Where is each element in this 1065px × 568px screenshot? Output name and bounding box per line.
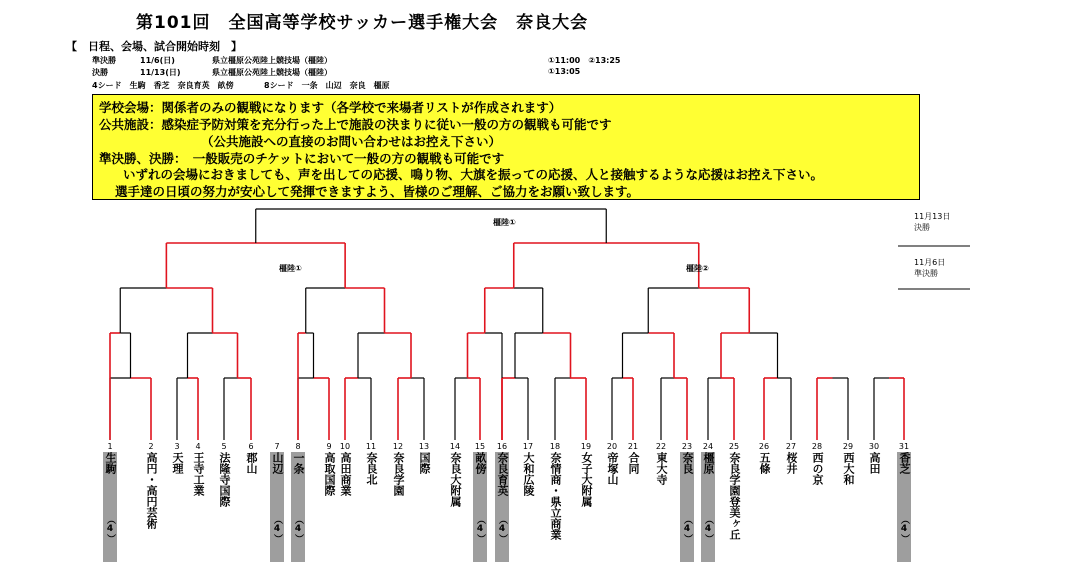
team-number: 2 bbox=[148, 442, 154, 451]
schedule-heading: 【 日程、会場、試合開始時刻 】 bbox=[66, 40, 242, 53]
team-name: 法隆寺国際 bbox=[218, 452, 231, 507]
team-number: 3 bbox=[174, 442, 180, 451]
seeds-eight: 8シード 一条 山辺 奈良 橿原 bbox=[264, 81, 390, 90]
team-number: 5 bbox=[221, 442, 227, 451]
team-number: 28 bbox=[811, 442, 823, 451]
schedule-times: ①11:00 ②13:25 bbox=[548, 56, 621, 65]
team-number: 22 bbox=[655, 442, 667, 451]
schedule-times: ①13:05 bbox=[548, 67, 581, 76]
team-number: 9 bbox=[326, 442, 332, 451]
team-name: 奈良学園登美ヶ丘 bbox=[728, 452, 741, 540]
team-name: 奈情商・県立商業 bbox=[549, 452, 562, 540]
page-title: 第101回 全国高等学校サッカー選手権大会 奈良大会 bbox=[136, 13, 589, 33]
team-name: 高田 bbox=[868, 452, 881, 474]
schedule-venue: 県立橿原公苑陸上競技場（橿陸） bbox=[212, 68, 332, 77]
team-number: 8 bbox=[295, 442, 301, 451]
seed-mark: （4） bbox=[682, 515, 692, 543]
team-name: 一条 bbox=[292, 452, 305, 474]
final-date-label: 11月13日 bbox=[914, 212, 951, 221]
semifinal-1-venue-label: 橿陸① bbox=[279, 264, 302, 273]
team-name: 高取国際 bbox=[323, 452, 336, 496]
team-number: 30 bbox=[868, 442, 880, 451]
seed-mark: （4） bbox=[105, 515, 115, 543]
notice-line: 準決勝、決勝： 一般販売のチケットにおいて一般の方の観戦も可能です bbox=[99, 151, 505, 166]
schedule-round: 準決勝 bbox=[92, 56, 116, 65]
seed-mark: （4） bbox=[475, 515, 485, 543]
schedule-date: 11/13(日) bbox=[140, 68, 181, 77]
team-name: 生駒 bbox=[104, 452, 117, 474]
team-number: 19 bbox=[580, 442, 592, 451]
team-number: 20 bbox=[606, 442, 618, 451]
seeds-four: 4シード 生駒 香芝 奈良育英 畝傍 bbox=[92, 81, 234, 90]
team-name: 東大寺 bbox=[655, 452, 668, 485]
team-number: 26 bbox=[758, 442, 770, 451]
team-name: 橿原 bbox=[702, 452, 715, 474]
final-label: 決勝 bbox=[914, 223, 930, 232]
team-number: 17 bbox=[522, 442, 534, 451]
team-name: 奈良北 bbox=[365, 452, 378, 485]
seed-mark: （4） bbox=[293, 515, 303, 543]
team-name: 奈良 bbox=[681, 452, 694, 474]
team-number: 31 bbox=[898, 442, 910, 451]
team-name: 奈良育英 bbox=[496, 452, 509, 496]
team-name: 合同 bbox=[627, 452, 640, 474]
seed-mark: （4） bbox=[703, 515, 713, 543]
notice-line: いずれの会場におきましても、声を出しての応援、鳴り物、大旗を振っての応援、人と接触するような応援はお控え下さい。 bbox=[123, 167, 824, 182]
notice-line: 公共施設：感染症予防対策を充分行った上で施設の決まりに従い一般の方の観戦も可能です bbox=[99, 117, 612, 132]
team-name: 五條 bbox=[758, 452, 771, 474]
team-number: 13 bbox=[418, 442, 430, 451]
team-name: 高田商業 bbox=[339, 452, 352, 496]
team-number: 18 bbox=[549, 442, 561, 451]
team-number: 23 bbox=[681, 442, 693, 451]
team-name: 天理 bbox=[171, 452, 184, 474]
team-number: 1 bbox=[107, 442, 113, 451]
team-name: 大和広陵 bbox=[522, 452, 535, 496]
seed-mark: （4） bbox=[497, 515, 507, 543]
team-number: 16 bbox=[496, 442, 508, 451]
team-number: 7 bbox=[274, 442, 280, 451]
final-venue-label: 橿陸① bbox=[493, 218, 516, 227]
team-number: 10 bbox=[339, 442, 351, 451]
semifinal-2-venue-label: 橿陸② bbox=[686, 264, 709, 273]
seed-mark: （4） bbox=[272, 515, 282, 543]
team-name: 奈良大附属 bbox=[449, 452, 462, 507]
team-name: 奈良学園 bbox=[392, 452, 405, 496]
team-number: 6 bbox=[248, 442, 254, 451]
team-name: 郡山 bbox=[245, 452, 258, 474]
team-number: 14 bbox=[449, 442, 461, 451]
team-name: 西の京 bbox=[811, 452, 824, 485]
notice-line: （公共施設への直接のお問い合わせはお控え下さい） bbox=[201, 134, 502, 149]
semifinal-label: 準決勝 bbox=[914, 269, 938, 278]
schedule-venue: 県立橿原公苑陸上競技場（橿陸） bbox=[212, 56, 332, 65]
team-name: 王寺工業 bbox=[192, 452, 205, 496]
team-name: 女子大附属 bbox=[580, 452, 593, 507]
team-number: 24 bbox=[702, 442, 714, 451]
team-number: 4 bbox=[195, 442, 201, 451]
team-number: 11 bbox=[365, 442, 377, 451]
team-name: 帝塚山 bbox=[606, 452, 619, 485]
notice-line: 選手達の日頃の努力が安心して発揮できますよう、皆様のご理解、ご協力をお願い致します。 bbox=[115, 184, 640, 199]
notice-line: 学校会場：関係者のみの観戦になります（各学校で来場者リストが作成されます） bbox=[99, 100, 562, 115]
team-name: 西大和 bbox=[842, 452, 855, 485]
seed-mark: （4） bbox=[899, 515, 909, 543]
team-name: 香芝 bbox=[898, 452, 911, 474]
team-name: 山辺 bbox=[271, 452, 284, 474]
semifinal-date-label: 11月6日 bbox=[914, 258, 946, 267]
team-name: 国際 bbox=[418, 452, 431, 474]
team-number: 25 bbox=[728, 442, 740, 451]
team-number: 12 bbox=[392, 442, 404, 451]
team-number: 27 bbox=[785, 442, 797, 451]
team-name: 高円・高円芸術 bbox=[145, 452, 158, 529]
team-name: 畝傍 bbox=[474, 452, 487, 474]
schedule-round: 決勝 bbox=[92, 68, 108, 77]
schedule-date: 11/6(日) bbox=[140, 56, 175, 65]
team-number: 21 bbox=[627, 442, 639, 451]
team-name: 桜井 bbox=[785, 452, 798, 474]
team-number: 15 bbox=[474, 442, 486, 451]
team-number: 29 bbox=[842, 442, 854, 451]
